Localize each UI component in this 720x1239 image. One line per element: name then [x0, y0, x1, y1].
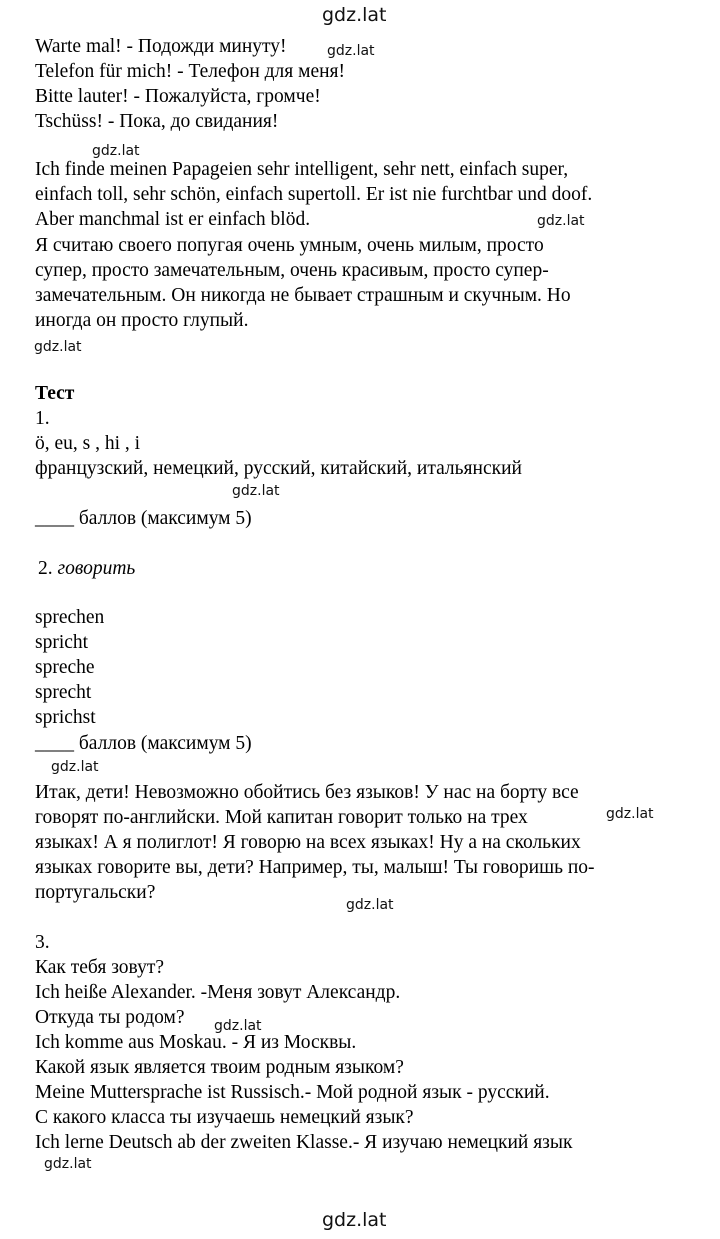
paragraph-line: Итак, дети! Невозможно обойтись без языков! У нас на борту все — [35, 782, 579, 803]
phrase-line: Warte mal! - Подожди минуту! — [35, 36, 287, 57]
question-word: говорить — [57, 558, 136, 579]
dialogue-line: Какой язык является твоим родным языком? — [35, 1057, 404, 1078]
verb-form: spricht — [35, 632, 89, 653]
watermark: gdz.lat — [346, 897, 394, 913]
watermark-bottom: gdz.lat — [322, 1209, 387, 1231]
watermark: gdz.lat — [606, 806, 654, 822]
watermark: gdz.lat — [92, 143, 140, 159]
paragraph-line: языках! А я полиглот! Я говорю на всех языках! Ну а на скольких — [35, 832, 581, 853]
paragraph-line: супер, просто замечательным, очень красивым, просто супер- — [35, 260, 549, 281]
score-line: ____ баллов (максимум 5) — [35, 733, 252, 754]
verb-form: sprecht — [35, 682, 92, 703]
dialogue-line: Ich komme aus Moskau. - Я из Москвы. — [35, 1032, 357, 1053]
watermark: gdz.lat — [34, 339, 82, 355]
dialogue-line: Как тебя зовут? — [35, 957, 165, 978]
paragraph-line: Ich finde meinen Papageien sehr intelligent, sehr nett, einfach super, — [35, 159, 569, 180]
paragraph-line: португальски? — [35, 882, 156, 903]
question-number: 2. — [38, 558, 53, 579]
verb-form: spreche — [35, 657, 95, 678]
question-number: 1. — [35, 408, 50, 429]
phrase-line: Tschüss! - Пока, до свидания! — [35, 111, 279, 132]
score-line: ____ баллов (максимум 5) — [35, 508, 252, 529]
paragraph-line: замечательным. Он никогда не бывает страшным и скучным. Но — [35, 285, 571, 306]
watermark: gdz.lat — [214, 1018, 262, 1034]
languages-line: французский, немецкий, русский, китайский, итальянский — [35, 458, 522, 479]
watermark: gdz.lat — [44, 1156, 92, 1172]
watermark: gdz.lat — [51, 759, 99, 775]
phrase-line: Telefon für mich! - Телефон для меня! — [35, 61, 346, 82]
paragraph-line: Я считаю своего попугая очень умным, очень милым, просто — [35, 235, 544, 256]
paragraph-line: einfach toll, sehr schön, einfach supertoll. Er ist nie furchtbar und doof. — [35, 184, 593, 205]
phrase-line: Bitte lauter! - Пожалуйста, громче! — [35, 86, 321, 107]
watermark: gdz.lat — [232, 483, 280, 499]
question-number: 3. — [35, 932, 50, 953]
paragraph-line: языках говорите вы, дети? Например, ты, малыш! Ты говоришь по- — [35, 857, 595, 878]
verb-form: sprichst — [35, 707, 96, 728]
dialogue-line: Ich lerne Deutsch ab der zweiten Klasse.- Я изучаю немецкий язык — [35, 1132, 573, 1153]
paragraph-line: Aber manchmal ist er einfach blöd. — [35, 209, 311, 230]
paragraph-line: говорят по-английски. Мой капитан говорит только на трех — [35, 807, 528, 828]
watermark-top: gdz.lat — [322, 4, 387, 26]
dialogue-line: Meine Muttersprache ist Russisch.- Мой родной язык - русский. — [35, 1082, 550, 1103]
paragraph-line: иногда он просто глупый. — [35, 310, 249, 331]
letters-line: ö, eu, s , hi , i — [35, 433, 141, 454]
dialogue-line: Откуда ты родом? — [35, 1007, 185, 1028]
dialogue-line: Ich heiße Alexander. -Меня зовут Александр. — [35, 982, 401, 1003]
watermark: gdz.lat — [537, 213, 585, 229]
question-2-heading — [38, 556, 135, 581]
verb-form: sprechen — [35, 607, 105, 628]
watermark: gdz.lat — [327, 43, 375, 59]
test-heading: Тест — [35, 383, 75, 404]
dialogue-line: С какого класса ты изучаешь немецкий язык? — [35, 1107, 414, 1128]
